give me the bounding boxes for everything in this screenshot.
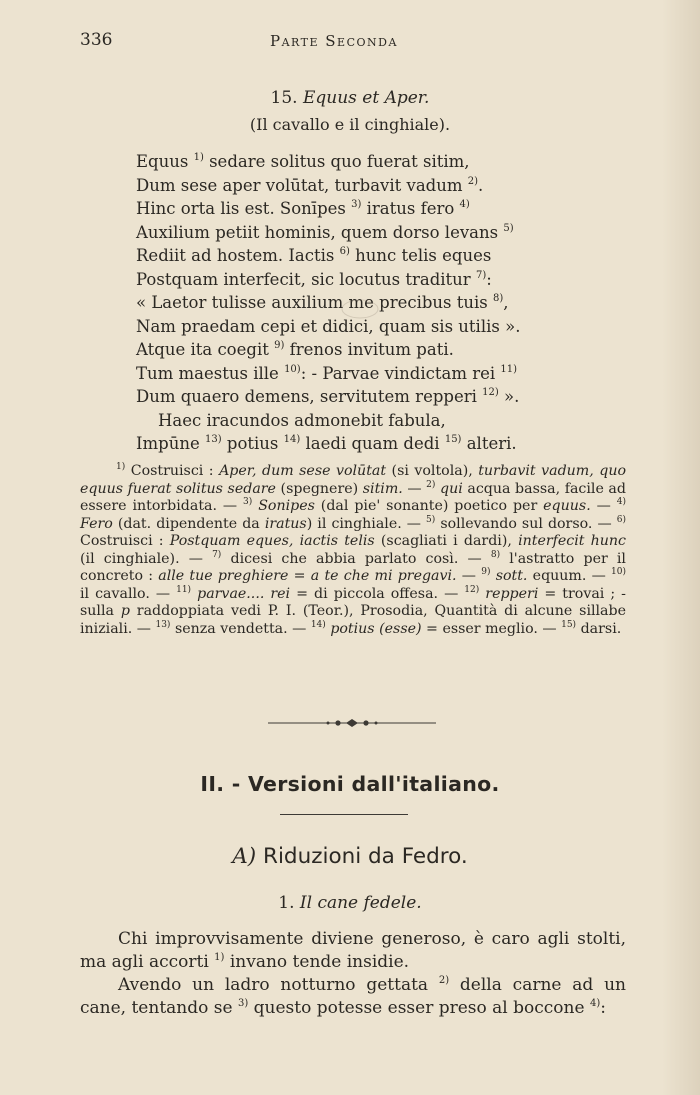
verse-text: Equus — [136, 152, 194, 171]
page-number: 336 — [80, 30, 113, 50]
footnote-marker: 9) — [481, 567, 491, 577]
prose-paragraph — [80, 928, 626, 974]
page-edge-shadow — [662, 0, 700, 1095]
verse-text: Hinc orta lis est. Sonīpes — [136, 199, 352, 218]
footnote-italic: repperi — [485, 585, 539, 602]
footnote-text: equum. — — [527, 568, 612, 584]
verse-text: potius — [221, 434, 284, 453]
verse-text: Haec iracundos admonebit fabula, — [158, 410, 446, 430]
footnote-text: l'astratto per il concreto : — [80, 550, 626, 584]
fable-title-latin: Equus et Aper. — [302, 88, 430, 108]
footnote-italic: equus. — [543, 498, 591, 514]
footnotes-paragraph — [80, 463, 626, 638]
footnote-text: — — [456, 568, 482, 584]
footnote-ref: 11) — [500, 363, 518, 375]
verse-text: : - Parvae vindictam rei — [300, 363, 501, 383]
footnote-ref: 5) — [503, 222, 514, 234]
footnote-marker: 5) — [426, 514, 436, 525]
verse-text: ». — [498, 387, 520, 406]
verse-text: frenos invitum pati. — [284, 340, 454, 359]
footnote-ref: 2) — [467, 175, 479, 187]
footnote-marker: 1) — [116, 462, 126, 472]
footnote-text: Costruisci : — [125, 463, 220, 479]
footnote-italic: iratus — [264, 515, 307, 532]
footnote-marker: 15) — [561, 619, 577, 630]
footnote-text: acqua bassa, facile ad essere intorbidata. — — [80, 480, 626, 514]
footnote-text: (spegnere) — [275, 480, 363, 497]
footnote-text: (scagliati i dardi), — [374, 533, 519, 549]
footnote-ref: 8) — [493, 293, 504, 304]
footnote-text: = trovai ; - sulla — [80, 585, 626, 619]
poem-line — [136, 221, 566, 245]
footnote-italic: Sonipes — [258, 498, 315, 514]
footnote-text: — — [402, 480, 427, 497]
footnote-text: senza vendetta. — — [170, 620, 311, 637]
footnote-marker: 7) — [212, 549, 222, 560]
verse-text: hunc telis eques — [349, 246, 492, 265]
verse-text: Impūne — [136, 434, 205, 453]
verse-text: . — [478, 175, 484, 195]
footnote-ref: 1) — [214, 952, 225, 963]
footnote-text: il cavallo. — — [80, 585, 177, 602]
fable-subtitle: (Il cavallo e il cinghiale). — [249, 115, 451, 134]
footnote-ref: 6) — [339, 246, 350, 257]
footnote-marker: 3) — [243, 497, 253, 507]
footnote-marker: 8) — [490, 549, 501, 560]
footnote-marker: 2) — [426, 479, 436, 490]
subsection-title: Riduzioni da Fedro. — [256, 844, 468, 869]
footnote-text: (si voltola), — [386, 463, 479, 479]
footnote-marker: 13) — [155, 619, 171, 630]
poem-line — [136, 150, 566, 174]
footnote-italic: sitim. — [362, 480, 403, 497]
footnote-text: raddoppiata vedi P. I. (Teor.), Prosodia, Quantità di alcune sillabe iniziali. — — [80, 603, 626, 637]
footnote-ref: 7) — [475, 269, 487, 281]
verse-text: Nam praedam cepi et didici, quam sis utilis ». — [136, 316, 521, 336]
footnote-text: sollevando sul dorso. — — [435, 515, 617, 532]
footnote-text: Costruisci : — [80, 533, 170, 549]
footnote-text: = esser meglio. — — [421, 620, 562, 637]
footnote-marker: 10) — [611, 567, 626, 577]
section-heading-versions: II. - Versioni dall'italiano. — [200, 772, 500, 796]
footnote-marker: 11) — [176, 584, 192, 595]
story-title-text: Il cane fedele. — [299, 893, 422, 913]
footnotes — [80, 463, 626, 638]
prose-text: Chi improvvisamente diviene generoso, è caro agli stolti, ma agli accorti — [80, 929, 626, 972]
poem-line — [136, 244, 566, 268]
prose-text: : — [600, 998, 606, 1018]
verse-text: Tum maestus ille — [136, 363, 285, 383]
footnote-ref: 3) — [237, 998, 249, 1009]
verse-text: Postquam interfecit, sic locutus traditur — [136, 269, 476, 289]
footnote-text: (il cinghiale). — — [80, 550, 213, 567]
verse-text: iratus fero — [361, 199, 460, 218]
footnote-text: — — [590, 498, 617, 514]
footnote-marker: 6) — [616, 514, 626, 525]
footnote-text: dicesi che abbia parlato così. — — [221, 550, 491, 567]
footnote-ref: 4) — [459, 199, 470, 210]
poem-line — [136, 432, 566, 456]
poem-line — [136, 197, 566, 221]
footnote-italic: interfecit hunc — [518, 533, 626, 549]
prose-text: della carne ad un cane, tentando se — [80, 975, 626, 1018]
footnote-ref: 3) — [351, 199, 362, 210]
library-stamp — [340, 298, 380, 320]
verse-text: alteri. — [461, 434, 517, 453]
verse-text: « Laetor tulisse auxilium me precibus tuis — [136, 293, 494, 312]
footnote-ref: 1) — [193, 152, 204, 163]
subsection-letter: A) — [232, 844, 257, 869]
footnote-ref: 2) — [438, 975, 450, 986]
poem-line — [136, 385, 566, 409]
footnote-italic: Postquam eques, iactis telis — [169, 533, 375, 549]
footnote-italic: sott. — [495, 568, 528, 584]
verse-text: sedare solitus quo fuerat sitim, — [203, 152, 470, 171]
italian-prose — [80, 928, 626, 1020]
fable-number: 15. — [270, 88, 303, 108]
verse-text: : — [486, 269, 492, 289]
footnote-italic: turbavit vadum, quo equus fuerat solitus sedare — [80, 463, 626, 497]
prose-text: questo potesse esser preso al boccone — [248, 998, 590, 1018]
running-head: Parte Seconda — [270, 32, 398, 50]
footnote-marker: 4) — [616, 497, 626, 507]
footnote-italic: potius (esse) — [330, 620, 422, 637]
verse-text: laedi quam dedi — [300, 434, 445, 453]
story-title — [0, 893, 700, 913]
prose-paragraph — [80, 974, 626, 1020]
footnote-ref: 12) — [482, 387, 499, 398]
footnote-marker: 12) — [464, 584, 480, 595]
footnote-ref: 4) — [589, 998, 601, 1009]
poem-line — [136, 268, 566, 292]
subsection-heading-phaedrus — [0, 844, 700, 869]
footnote-text: (dat. dipendente da — [112, 515, 265, 532]
verse-text: , — [503, 293, 509, 312]
verse-text: Dum quaero demens, servitutem repperi — [136, 387, 483, 406]
verse-text: Auxilium petiit hominis, quem dorso levans — [136, 222, 504, 242]
verse-text: Atque ita coegit — [136, 340, 275, 359]
footnote-text: darsi. — [576, 620, 622, 637]
footnote-italic: p — [120, 603, 130, 619]
poem-line — [136, 338, 566, 362]
footnote-ref: 15) — [444, 434, 462, 445]
footnote-ref: 9) — [274, 340, 285, 351]
section-rule — [280, 814, 408, 815]
footnote-ref: 13) — [205, 434, 222, 445]
story-number: 1. — [278, 893, 300, 913]
poem-line — [136, 174, 566, 198]
prose-text: invano tende insidie. — [224, 952, 410, 972]
verse-text: Dum sese aper volūtat, turbavit vadum — [136, 175, 468, 195]
poem-line — [136, 362, 566, 386]
fable-title — [0, 88, 700, 108]
ornament-divider — [268, 716, 436, 730]
prose-text: Avendo un ladro notturno gettata — [118, 975, 439, 995]
footnote-text: = di piccola offesa. — — [290, 585, 465, 602]
poem-line — [136, 409, 566, 433]
footnote-marker: 14) — [310, 619, 326, 630]
footnote-italic: parvae.... rei — [197, 585, 291, 602]
footnote-italic: qui — [440, 480, 463, 497]
footnote-text: (dal pie' sonante) poetico per — [314, 498, 544, 514]
verse-text: Rediit ad hostem. Iactis — [136, 246, 340, 265]
footnote-ref: 14) — [283, 434, 301, 445]
footnote-italic: Aper, dum sese volūtat — [219, 463, 387, 479]
footnote-italic: Fero — [80, 515, 113, 532]
footnote-ref: 10) — [284, 363, 301, 375]
footnote-text: ) il cinghiale. — — [306, 515, 427, 532]
footnote-italic: alle tue preghiere = a te che mi pregavi. — [158, 568, 457, 584]
